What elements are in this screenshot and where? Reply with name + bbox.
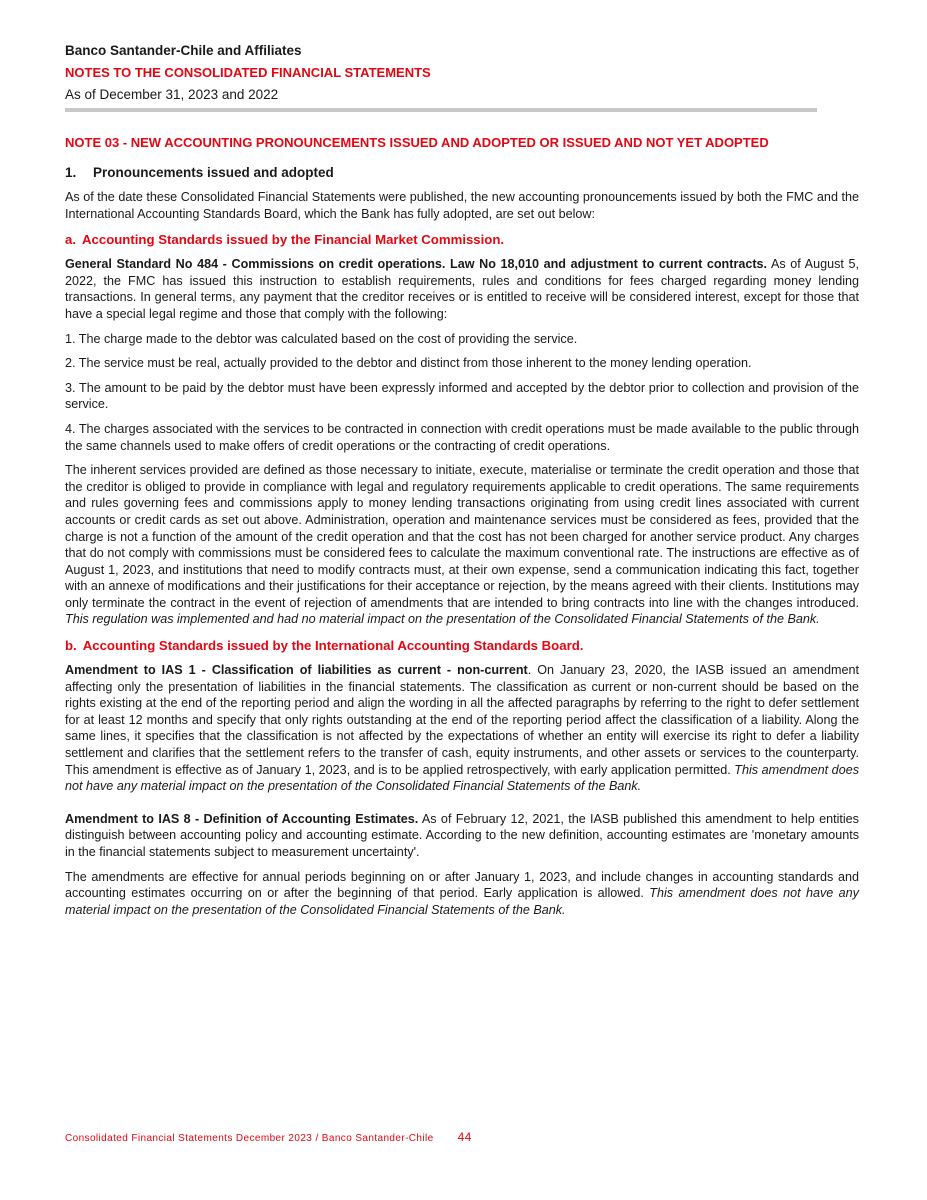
general-standard-484-paragraph (65, 256, 859, 322)
footer-text: Consolidated Financial Statements December 2023 / Banco Santander-Chile (65, 1133, 434, 1144)
page-content (65, 40, 859, 918)
subsection-b-title: Accounting Standards issued by the International Accounting Standards Board. (82, 638, 584, 654)
ias8-effective-paragraph (65, 869, 859, 919)
ias1-conclusion: This amendment does not have any material impact on the presentation of the Consolidated Financial Statements of the Bank. (65, 762, 859, 794)
inherent-services-paragraph (65, 462, 859, 628)
ias1-text: . On January 23, 2020, the IASB issued an amendment affecting only the presentation of liabilities in the financial statements. The classification as current or non-current should be based on the rights existing at the end of the reporting period and align the wording in all the affected paragraphs by referring to the right to defer settlement for at least 12 months and specify that only rights outstanding at the end of the reporting period affect the classification of a liability. Along the same lines, it specifies that the classification is not affected by the expectations of whether an entity will exercise its right to defer a liability settlement and clarifies that the settlement refers to the transfer of cash, equity instruments, and other assets or services to the counterparty. This amendment is effective as of January 1, 2023, and is to be applied retrospectively, with early application permitted. (65, 663, 859, 777)
page-header (65, 40, 859, 112)
page-footer (65, 1130, 472, 1144)
reporting-period: As of December 31, 2023 and 2022 (65, 87, 279, 102)
condition-item-2: 2. The service must be real, actually provided to the debtor and distinct from those inherent to the money lending operation. (65, 356, 752, 371)
subsection-a-letter: a. (65, 232, 76, 248)
inherent-services-text: The inherent services provided are defined as those necessary to initiate, execute, materialise or terminate the credit operation and those that the creditor is obliged to provide in compliance with legal and regulatory requirements applicable to credit operations. The same requirements and rules governing fees and commissions apply to money lending transactions originating from using credit lines associated with current accounts or credit cards as set out above. Administration, operation and maintenance services must be considered as fees, provided that the charge is not a function of the amount of the credit operation and that the cost has not been charged for another service product. Any charges that do not comply with commissions must be considered fees to calculate the maximum conventional rate. The instructions are effective as of August 1, 2023, and institutions that need to modify contracts must, at their own expense, send a communication indicating this fact, together with an annexe of modifications and their justifications for their acceptance or rejection, by the means agreed with their clients. Institutions may only terminate the contract in the event of rejection of amendments that are intended to bring contracts into line with the changes introduced. (65, 463, 859, 610)
inherent-services-conclusion: This regulation was implemented and had no material impact on the presentation of the Consolidated Financial Statements of the Bank. (65, 612, 820, 627)
subsection-b-letter: b. (65, 638, 77, 654)
subsection-a-title: Accounting Standards issued by the Financial Market Commission. (82, 232, 505, 248)
ias8-text: As of February 12, 2021, the IASB published this amendment to help entities distinguish between accounting policy and accounting estimate. According to the new definition, accounting estimates are 'monetary amounts in the financial statements subject to measurement uncertainty'. (65, 811, 859, 859)
condition-item-4: 4. The charges associated with the services to be contracted in connection with credit operations must be made available to the public through the same channels used to make offers of credit operations or the contracting of credit operations. (65, 421, 859, 453)
ias8-paragraph (65, 811, 859, 861)
subsection-a-heading (65, 231, 859, 249)
general-standard-484-text: As of August 5, 2022, the FMC has issued this instruction to establish requirements, rules and conditions for fees charged regarding money lending transactions. In general terms, any payment that the creditor receives or is entitled to receive will be considered interest, except for those that have a special legal regime and those that comply with the following: (65, 257, 859, 321)
condition-item-1: 1. The charge made to the debtor was calculated based on the cost of providing the service. (65, 331, 578, 346)
ias8-lead: Amendment to IAS 8 - Definition of Accounting Estimates. (65, 811, 419, 826)
company-name: Banco Santander-Chile and Affiliates (65, 43, 302, 58)
ias1-lead: Amendment to IAS 1 - Classification of liabilities as current - non-current (65, 663, 528, 678)
ias8-conclusion: This amendment does not have any material impact on the presentation of the Consolidated Financial Statements of the Bank. (65, 886, 859, 917)
ias1-paragraph (65, 662, 859, 795)
section-1-title: Pronouncements issued and adopted (93, 165, 334, 180)
page-number: 44 (457, 1130, 472, 1144)
notes-title: NOTES TO THE CONSOLIDATED FINANCIAL STATEMENTS (65, 65, 431, 80)
ias8-effective-text: The amendments are effective for annual periods beginning on or after January 1, 2023, and include changes in accounting standards and accounting estimates occurring on or after the beginning of that period. Early application is allowed. (65, 869, 859, 901)
section-1-intro: As of the date these Consolidated Financial Statements were published, the new accounting pronouncements issued by both the FMC and the International Accounting Standards Board, which the Bank has fully adopted, are set out below: (65, 190, 859, 221)
header-divider (65, 108, 817, 112)
section-1-number: 1. (65, 165, 77, 180)
note-title: NOTE 03 - NEW ACCOUNTING PRONOUNCEMENTS ISSUED AND ADOPTED OR ISSUED AND NOT YET ADOPTED (65, 135, 769, 150)
subsection-b-heading (65, 637, 859, 655)
general-standard-484-lead: General Standard No 484 - Commissions on credit operations. Law No 18,010 and adjustment to current contracts. (65, 257, 768, 272)
condition-item-3: 3. The amount to be paid by the debtor must have been expressly informed and accepted by the debtor prior to collection and provision of the service. (65, 380, 859, 412)
section-1-heading (65, 164, 859, 182)
